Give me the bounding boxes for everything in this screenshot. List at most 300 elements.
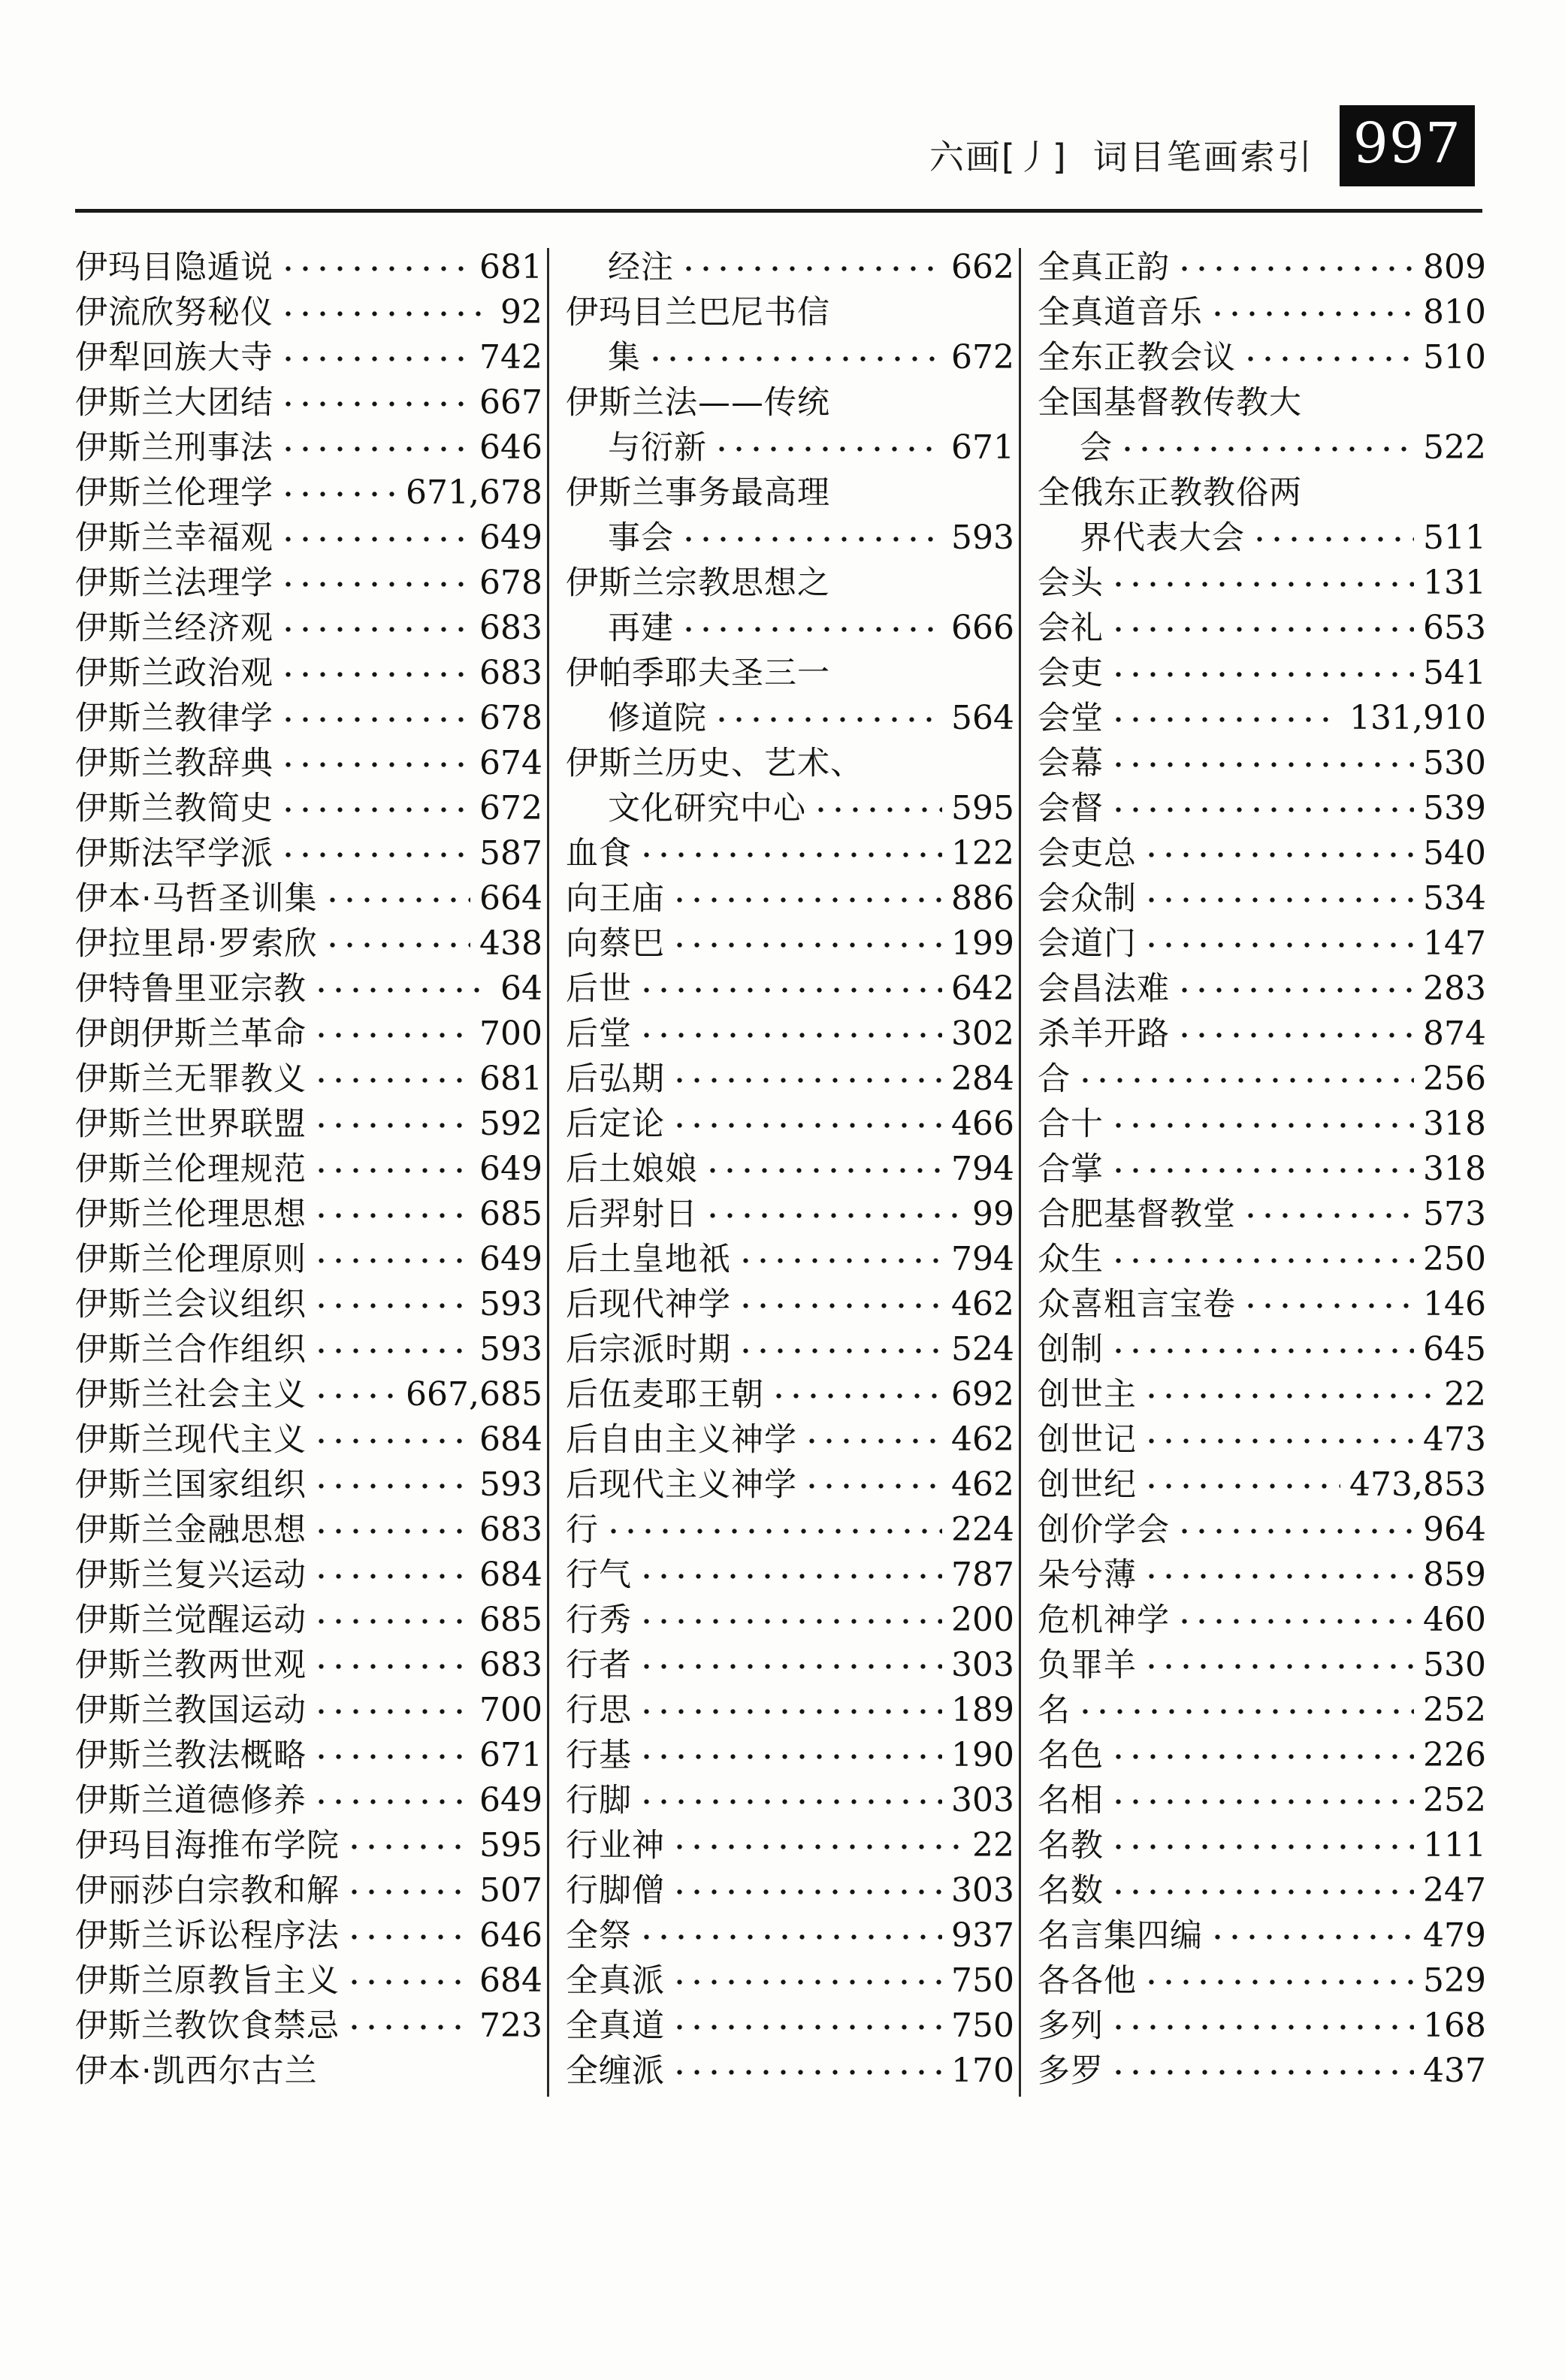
dot-leader <box>842 293 1005 323</box>
dot-leader <box>719 699 942 729</box>
entry-page-number: 595 <box>951 789 1014 827</box>
entry-page-number: 22 <box>972 1826 1014 1864</box>
entry-term: 合十 <box>1038 1105 1104 1143</box>
index-entry[interactable] <box>566 1285 1014 1330</box>
entry-term: 伊朗伊斯兰革命 <box>75 1015 307 1053</box>
entry-term: 全祭 <box>566 1917 632 1955</box>
entry-page-number: 564 <box>951 699 1014 737</box>
index-entry[interactable] <box>566 1060 1014 1105</box>
dot-leader <box>286 699 470 729</box>
dot-leader <box>1149 834 1414 864</box>
index-entry[interactable] <box>75 1556 542 1601</box>
dot-leader <box>286 744 470 774</box>
entry-page-number: 886 <box>951 879 1014 918</box>
entry-term: 伊斯兰幸福观 <box>75 519 273 557</box>
dot-leader <box>352 1871 470 1901</box>
index-entry[interactable] <box>1038 428 1486 473</box>
index-entry[interactable] <box>1038 1511 1486 1556</box>
entry-term: 伊斯兰合作组织 <box>75 1331 307 1368</box>
entry-term: 创世主 <box>1038 1376 1137 1414</box>
index-entry[interactable] <box>1038 699 1486 744</box>
entry-page-number: 671,678 <box>406 473 542 512</box>
entry-page-number: 672 <box>479 789 542 827</box>
index-entry[interactable] <box>75 1060 542 1105</box>
entry-page-number: 645 <box>1423 1330 1486 1368</box>
index-entry[interactable] <box>75 338 542 383</box>
entry-term: 创世纪 <box>1038 1466 1137 1504</box>
entry-page-number: 787 <box>951 1556 1014 1594</box>
entry-term: 伊斯兰政治观 <box>75 655 273 692</box>
dot-leader <box>286 654 470 684</box>
index-entry[interactable] <box>1038 744 1486 789</box>
entry-page-number: 671 <box>479 1736 542 1774</box>
index-entry[interactable] <box>566 519 1014 564</box>
entry-page-number: 146 <box>1423 1285 1486 1323</box>
index-entry[interactable] <box>566 789 1014 834</box>
entry-page-number: 256 <box>1423 1060 1486 1098</box>
dot-leader <box>330 879 470 909</box>
index-entry[interactable] <box>566 1511 1014 1556</box>
dot-leader <box>677 1060 942 1090</box>
index-entry[interactable] <box>1038 2052 1486 2097</box>
dot-leader <box>352 1826 470 1856</box>
dot-leader <box>1182 1015 1414 1045</box>
page-number-badge: 997 <box>1340 105 1475 186</box>
index-entry[interactable] <box>1038 879 1486 924</box>
index-entry[interactable] <box>566 1601 1014 1646</box>
entry-term: 后现代主义神学 <box>566 1466 797 1504</box>
index-entry[interactable] <box>75 383 542 428</box>
dot-leader <box>677 879 942 909</box>
entry-page-number: 810 <box>1423 293 1486 331</box>
dot-leader <box>644 969 942 999</box>
dot-leader <box>644 1781 942 1811</box>
entry-term: 伊斯兰伦理原则 <box>75 1241 307 1278</box>
entry-term: 伊拉里昂·罗索欣 <box>75 925 318 963</box>
entry-term: 行者 <box>566 1647 632 1684</box>
entry-term: 危机神学 <box>1038 1601 1170 1639</box>
dot-leader <box>286 834 470 864</box>
entry-term: 全缠派 <box>566 2052 665 2090</box>
index-entry[interactable] <box>566 473 1014 519</box>
index-entry[interactable] <box>566 654 1014 699</box>
index-entry[interactable] <box>566 1015 1014 1060</box>
dot-leader <box>1116 1150 1414 1180</box>
entry-term: 后土娘娘 <box>566 1151 698 1188</box>
dot-leader <box>319 1556 470 1586</box>
entry-page-number: 530 <box>1423 1646 1486 1684</box>
index-entry[interactable] <box>75 1420 542 1465</box>
index-entry[interactable] <box>1038 248 1486 293</box>
dot-leader <box>1116 789 1414 819</box>
index-entry[interactable] <box>75 1240 542 1285</box>
entry-term: 后自由主义神学 <box>566 1421 797 1459</box>
index-entry[interactable] <box>1038 383 1486 428</box>
dot-leader <box>319 1420 470 1450</box>
index-entry[interactable] <box>566 2007 1014 2052</box>
dot-leader <box>677 1826 963 1856</box>
index-entry[interactable] <box>75 2052 542 2097</box>
index-entry[interactable] <box>1038 1420 1486 1465</box>
dot-leader <box>1116 654 1414 684</box>
dot-leader <box>319 969 491 999</box>
index-entry[interactable] <box>1038 1961 1486 2007</box>
index-entry[interactable] <box>1038 1150 1486 1195</box>
index-entry[interactable] <box>1038 654 1486 699</box>
index-entry[interactable] <box>75 2007 542 2052</box>
index-entry[interactable] <box>566 383 1014 428</box>
index-entry[interactable] <box>566 744 1014 789</box>
index-entry[interactable] <box>75 473 542 519</box>
dot-leader <box>286 383 470 413</box>
index-entry[interactable] <box>75 428 542 473</box>
entry-term: 全东正教会议 <box>1038 339 1236 377</box>
entry-term: 伊丽莎白宗教和解 <box>75 1872 340 1910</box>
dot-leader <box>644 1646 942 1676</box>
entry-term: 杀羊开路 <box>1038 1015 1170 1053</box>
entry-term: 伊流欣努秘仪 <box>75 294 273 331</box>
entry-page-number: 685 <box>479 1601 542 1639</box>
dot-leader <box>677 1961 942 1991</box>
dot-leader <box>1257 519 1414 549</box>
entry-page-number: 224 <box>951 1511 1014 1549</box>
index-entry[interactable] <box>566 1150 1014 1195</box>
entry-term: 伊斯兰社会主义 <box>75 1376 307 1414</box>
dot-leader <box>686 609 942 639</box>
index-entry[interactable] <box>75 1105 542 1150</box>
entry-page-number: 283 <box>1423 969 1486 1008</box>
index-entry[interactable] <box>566 1105 1014 1150</box>
dot-leader <box>644 1736 942 1766</box>
dot-leader <box>1182 969 1414 999</box>
dot-leader <box>352 2007 470 2037</box>
index-entry[interactable] <box>75 1736 542 1781</box>
index-entry[interactable] <box>566 1826 1014 1871</box>
index-entry[interactable] <box>566 1375 1014 1420</box>
entry-page-number: 742 <box>479 338 542 377</box>
index-entry[interactable] <box>1038 1736 1486 1781</box>
index-entry[interactable] <box>566 969 1014 1015</box>
entry-term: 事会 <box>608 519 674 557</box>
index-entry[interactable] <box>566 1691 1014 1736</box>
dot-leader <box>1116 2007 1414 2037</box>
index-entry[interactable] <box>75 1601 542 1646</box>
index-entry[interactable] <box>1038 789 1486 834</box>
dot-leader <box>677 2007 942 2037</box>
dot-leader <box>1116 699 1340 729</box>
index-entry[interactable] <box>75 1015 542 1060</box>
index-entry[interactable] <box>566 248 1014 293</box>
index-entry[interactable] <box>1038 2007 1486 2052</box>
index-entry[interactable] <box>1038 1871 1486 1916</box>
dot-leader <box>677 924 942 954</box>
chapter-label: 六画[丿] <box>929 137 1068 177</box>
index-entry[interactable] <box>1038 1781 1486 1826</box>
index-entry[interactable] <box>1038 1240 1486 1285</box>
index-entry[interactable] <box>75 924 542 969</box>
index-entry[interactable] <box>1038 834 1486 879</box>
entry-page-number: 700 <box>479 1691 542 1729</box>
entry-term: 伊斯兰无罪教义 <box>75 1060 307 1098</box>
entry-page-number: 529 <box>1423 1961 1486 2000</box>
index-entry[interactable] <box>1038 1691 1486 1736</box>
dot-leader <box>286 564 470 594</box>
index-entry[interactable] <box>566 699 1014 744</box>
index-entry[interactable] <box>1038 1375 1486 1420</box>
entry-page-number: 530 <box>1423 744 1486 782</box>
index-entry[interactable] <box>1038 1916 1486 1961</box>
entry-page-number: 646 <box>479 1916 542 1955</box>
entry-term: 向王庙 <box>566 880 665 918</box>
index-entry[interactable] <box>75 1871 542 1916</box>
entry-term: 伊斯兰现代主义 <box>75 1421 307 1459</box>
entry-page-number: 541 <box>1423 654 1486 692</box>
running-head-inner <box>929 105 1475 186</box>
entry-term: 后堂 <box>566 1015 632 1053</box>
entry-page-number: 522 <box>1423 428 1486 467</box>
index-entry[interactable] <box>566 293 1014 338</box>
running-head <box>0 105 1565 218</box>
entry-term: 后宗派时期 <box>566 1331 731 1368</box>
index-entry[interactable] <box>566 1916 1014 1961</box>
dot-leader <box>319 1601 470 1631</box>
index-entry[interactable] <box>566 1871 1014 1916</box>
entry-term: 会吏总 <box>1038 835 1137 872</box>
entry-page-number: 64 <box>500 969 542 1008</box>
entry-term: 伊斯兰教法概略 <box>75 1737 307 1774</box>
dot-leader <box>1149 879 1414 909</box>
index-entry[interactable] <box>75 879 542 924</box>
index-entry[interactable] <box>566 428 1014 473</box>
index-entry[interactable] <box>566 1961 1014 2007</box>
index-entry[interactable] <box>75 1826 542 1871</box>
dot-leader <box>1083 1691 1414 1721</box>
index-entry[interactable] <box>75 834 542 879</box>
index-entry[interactable] <box>75 789 542 834</box>
index-entry[interactable] <box>75 293 542 338</box>
index-entry[interactable] <box>1038 519 1486 564</box>
entry-term: 会昌法难 <box>1038 970 1170 1008</box>
dot-leader <box>842 564 1005 594</box>
index-entry[interactable] <box>566 609 1014 654</box>
entry-term: 会堂 <box>1038 700 1104 737</box>
index-entry[interactable] <box>75 609 542 654</box>
dot-leader <box>319 1240 470 1270</box>
entry-page-number: 937 <box>951 1916 1014 1955</box>
index-entry[interactable] <box>566 834 1014 879</box>
entry-term: 行基 <box>566 1737 632 1774</box>
dot-leader <box>710 1150 942 1180</box>
index-entry[interactable] <box>75 1916 542 1961</box>
dot-leader <box>719 428 942 458</box>
entry-term: 负罪羊 <box>1038 1647 1137 1684</box>
dot-leader <box>319 1465 470 1495</box>
index-entry[interactable] <box>1038 1556 1486 1601</box>
index-entry[interactable] <box>75 1646 542 1691</box>
entry-page-number: 684 <box>479 1556 542 1594</box>
entry-page-number: 247 <box>1423 1871 1486 1910</box>
dot-leader <box>286 293 491 323</box>
dot-leader <box>1248 338 1414 368</box>
index-entry[interactable] <box>75 744 542 789</box>
entry-term: 行 <box>566 1511 599 1549</box>
index-entry[interactable] <box>566 1556 1014 1601</box>
entry-term: 会幕 <box>1038 745 1104 782</box>
index-entry[interactable] <box>1038 1105 1486 1150</box>
dot-leader <box>677 1871 942 1901</box>
index-entry[interactable] <box>75 248 542 293</box>
index-entry[interactable] <box>1038 924 1486 969</box>
entry-term: 合肥基督教堂 <box>1038 1196 1236 1233</box>
dot-leader <box>842 383 1005 413</box>
section-title: 词目笔画索引 <box>1092 137 1314 177</box>
dot-leader <box>319 1060 470 1090</box>
entry-term: 多列 <box>1038 2007 1104 2045</box>
index-entry[interactable] <box>566 338 1014 383</box>
index-entry[interactable] <box>566 2052 1014 2097</box>
entry-page-number: 438 <box>479 924 542 963</box>
dot-leader <box>319 1195 470 1225</box>
index-entry[interactable] <box>1038 1465 1486 1511</box>
entry-term: 再建 <box>608 609 674 647</box>
index-entry[interactable] <box>75 1375 542 1420</box>
index-entry[interactable] <box>1038 1646 1486 1691</box>
entry-term: 伊斯兰伦理思想 <box>75 1196 307 1233</box>
entry-term: 后羿射日 <box>566 1196 698 1233</box>
entry-term: 与衍新 <box>608 429 707 467</box>
entry-page-number: 681 <box>479 248 542 286</box>
index-entry[interactable] <box>1038 473 1486 519</box>
index-entry[interactable] <box>566 1465 1014 1511</box>
entry-term: 伊斯兰宗教思想之 <box>566 564 830 602</box>
entry-page-number: 466 <box>951 1105 1014 1143</box>
index-entry[interactable] <box>75 1781 542 1826</box>
index-entry[interactable] <box>1038 969 1486 1015</box>
index-entry[interactable] <box>566 564 1014 609</box>
index-entry[interactable] <box>1038 1601 1486 1646</box>
dot-leader <box>1215 293 1414 323</box>
entry-page-number: 685 <box>479 1195 542 1233</box>
entry-term: 全俄东正教教俗两 <box>1038 474 1302 512</box>
entry-page-number: 649 <box>479 519 542 557</box>
entry-term: 朵兮薄 <box>1038 1556 1137 1594</box>
entry-term: 伊斯兰教简史 <box>75 790 273 827</box>
entry-page-number: 131 <box>1423 564 1486 602</box>
dot-leader <box>1116 1736 1414 1766</box>
dot-leader <box>1149 1465 1340 1495</box>
index-entry[interactable] <box>75 1465 542 1511</box>
dot-leader <box>1083 1060 1414 1090</box>
index-entry[interactable] <box>75 519 542 564</box>
index-entry[interactable] <box>566 1330 1014 1375</box>
index-entry[interactable] <box>1038 609 1486 654</box>
entry-page-number: 507 <box>479 1871 542 1910</box>
entry-term: 行秀 <box>566 1601 632 1639</box>
index-entry[interactable] <box>75 1691 542 1736</box>
dot-leader <box>319 1105 470 1135</box>
dot-leader <box>1116 609 1414 639</box>
dot-leader <box>776 1375 942 1405</box>
index-entry[interactable] <box>566 879 1014 924</box>
index-entry[interactable] <box>1038 338 1486 383</box>
index-entry[interactable] <box>1038 1015 1486 1060</box>
index-entry[interactable] <box>566 1736 1014 1781</box>
entry-term: 全真派 <box>566 1962 665 2000</box>
index-entry[interactable] <box>566 1240 1014 1285</box>
dot-leader <box>330 924 470 954</box>
entry-term: 众喜粗言宝卷 <box>1038 1286 1236 1323</box>
index-entry[interactable] <box>1038 1285 1486 1330</box>
dot-leader <box>319 1015 470 1045</box>
index-entry[interactable] <box>566 1781 1014 1826</box>
index-entry[interactable] <box>1038 1330 1486 1375</box>
entry-page-number: 794 <box>951 1240 1014 1278</box>
entry-page-number: 674 <box>479 744 542 782</box>
index-entry[interactable] <box>75 1150 542 1195</box>
dot-leader <box>1149 1646 1414 1676</box>
index-entry[interactable] <box>1038 564 1486 609</box>
index-entry[interactable] <box>75 1195 542 1240</box>
dot-leader <box>653 338 942 368</box>
index-entry[interactable] <box>75 1961 542 2007</box>
entry-term: 伊特鲁里亚宗教 <box>75 970 307 1008</box>
index-entry[interactable] <box>566 1646 1014 1691</box>
index-entry[interactable] <box>75 1285 542 1330</box>
entry-term: 集 <box>608 339 641 377</box>
entry-term: 名言集四编 <box>1038 1917 1203 1955</box>
entry-term: 伊斯兰世界联盟 <box>75 1105 307 1143</box>
dot-leader <box>319 1150 470 1180</box>
entry-page-number: 252 <box>1423 1691 1486 1729</box>
index-entry[interactable] <box>1038 1195 1486 1240</box>
entry-term: 众生 <box>1038 1241 1104 1278</box>
dot-leader <box>1314 383 1477 413</box>
dot-leader <box>319 1285 470 1315</box>
index-entry[interactable] <box>566 1195 1014 1240</box>
index-entry[interactable] <box>75 1330 542 1375</box>
entry-term: 伊斯兰会议组织 <box>75 1286 307 1323</box>
entry-page-number: 92 <box>500 293 542 331</box>
index-entry[interactable] <box>1038 1060 1486 1105</box>
entry-page-number: 642 <box>951 969 1014 1008</box>
entry-term: 伊斯兰教辞典 <box>75 745 273 782</box>
entry-page-number: 683 <box>479 609 542 647</box>
entry-term: 伊斯兰大团结 <box>75 384 273 422</box>
entry-page-number: 303 <box>951 1781 1014 1819</box>
entry-page-number: 479 <box>1423 1916 1486 1955</box>
index-entry[interactable] <box>75 1511 542 1556</box>
index-entry[interactable] <box>75 654 542 699</box>
entry-page-number: 700 <box>479 1015 542 1053</box>
index-entry[interactable] <box>566 1420 1014 1465</box>
index-entry[interactable] <box>566 924 1014 969</box>
entry-term: 后土皇地祇 <box>566 1241 731 1278</box>
entry-page-number: 284 <box>951 1060 1014 1098</box>
entry-term: 修道院 <box>608 700 707 737</box>
index-entry[interactable] <box>75 699 542 744</box>
index-entry[interactable] <box>75 564 542 609</box>
entry-page-number: 226 <box>1423 1736 1486 1774</box>
entry-term: 合 <box>1038 1060 1071 1098</box>
entry-page-number: 678 <box>479 564 542 602</box>
index-entry[interactable] <box>75 969 542 1015</box>
entry-term: 伊斯兰教律学 <box>75 700 273 737</box>
entry-term: 界代表大会 <box>1080 519 1245 557</box>
entry-page-number: 750 <box>951 1961 1014 2000</box>
index-entry[interactable] <box>1038 1826 1486 1871</box>
dot-leader <box>286 519 470 549</box>
index-entry[interactable] <box>1038 293 1486 338</box>
